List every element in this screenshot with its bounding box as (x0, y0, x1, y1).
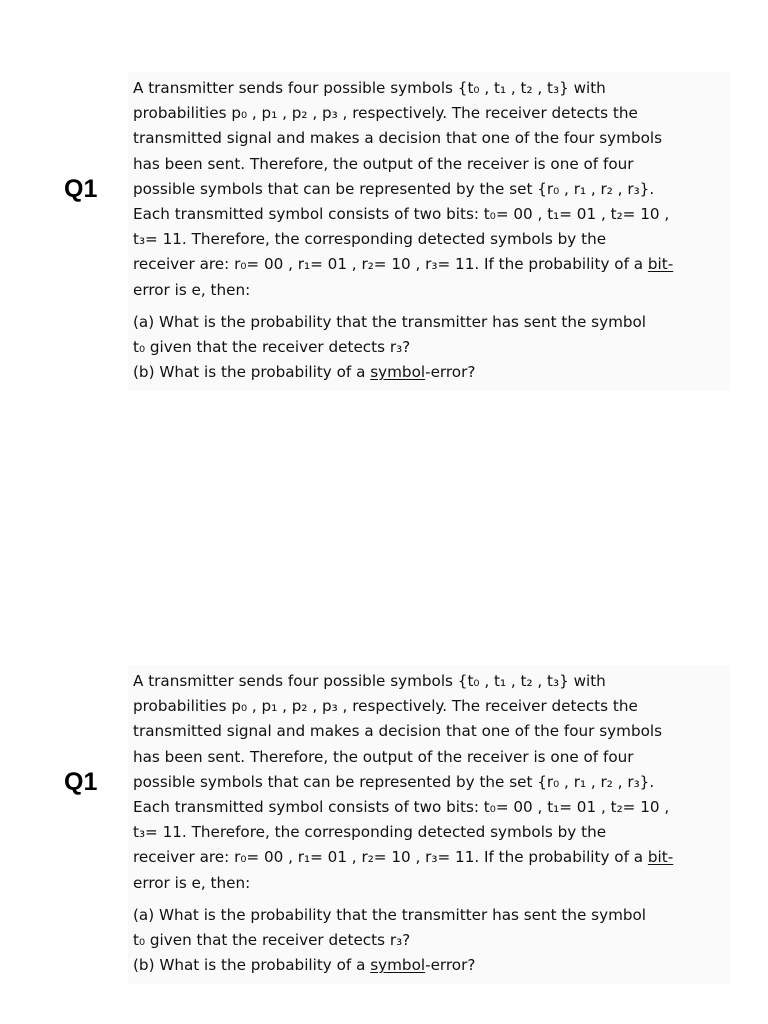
intro-line: probabilities p₀ , p₁ , p₂ , p₃ , respectively. The receiver detects the (133, 697, 638, 716)
bit-underlined-word: bit- (647, 848, 674, 867)
question-intro (133, 76, 730, 303)
part-a-line: (a) What is the probability that the transmitter has sent the symbol (133, 312, 647, 331)
part-a-line: t₀ given that the receiver detects r₃? (133, 338, 411, 357)
intro-line: A transmitter sends four possible symbols {t₀ , t₁ , t₂ , t₃} with (133, 79, 606, 97)
question-text-box (128, 72, 730, 391)
intro-line-with-underline: receiver are: r₀= 00 , r₁= 01 , r₂= 10 , r₃= 11. If the probability of a bit- (133, 848, 674, 867)
intro-line: error is e, then: (133, 280, 251, 299)
intro-line: transmitted signal and makes a decision that one of the four symbols (133, 722, 663, 741)
intro-line: Each transmitted symbol consists of two bits: t₀= 00 , t₁= 01 , t₂= 10 , (133, 205, 670, 224)
intro-line: t₃= 11. Therefore, the corresponding detected symbols by the (133, 823, 607, 842)
intro-line: has been sent. Therefore, the output of the receiver is one of four (133, 747, 634, 766)
question-label: Q1 (64, 175, 98, 203)
intro-line: Each transmitted symbol consists of two bits: t₀= 00 , t₁= 01 , t₂= 10 , (133, 798, 670, 817)
question-label: Q1 (64, 768, 98, 796)
symbol-underlined-word: symbol (370, 956, 426, 975)
intro-line: possible symbols that can be represented by the set {r₀ , r₁ , r₂ , r₃}. (133, 179, 655, 198)
part-a-line: (a) What is the probability that the transmitter has sent the symbol (133, 905, 647, 924)
part-a-line: t₀ given that the receiver detects r₃? (133, 931, 411, 950)
question-parts (133, 903, 730, 979)
intro-line: has been sent. Therefore, the output of the receiver is one of four (133, 154, 634, 173)
question-parts (133, 310, 730, 386)
bit-underlined-word: bit- (647, 255, 674, 274)
intro-line: error is e, then: (133, 873, 251, 892)
question-intro (133, 669, 730, 896)
part-b-line: (b) What is the probability of a symbol-error? (133, 956, 476, 975)
intro-line: t₃= 11. Therefore, the corresponding detected symbols by the (133, 230, 607, 249)
intro-line: transmitted signal and makes a decision that one of the four symbols (133, 129, 663, 148)
intro-line-with-underline: receiver are: r₀= 00 , r₁= 01 , r₂= 10 , r₃= 11. If the probability of a bit- (133, 255, 674, 274)
question-text-box (128, 665, 730, 984)
intro-line: A transmitter sends four possible symbols {t₀ , t₁ , t₂ , t₃} with (133, 672, 606, 690)
question-block-2 (0, 665, 768, 995)
part-b-line: (b) What is the probability of a symbol-error? (133, 363, 476, 382)
symbol-underlined-word: symbol (370, 363, 426, 382)
intro-line: probabilities p₀ , p₁ , p₂ , p₃ , respectively. The receiver detects the (133, 104, 638, 123)
question-block-1 (0, 72, 768, 402)
intro-line: possible symbols that can be represented by the set {r₀ , r₁ , r₂ , r₃}. (133, 772, 655, 791)
